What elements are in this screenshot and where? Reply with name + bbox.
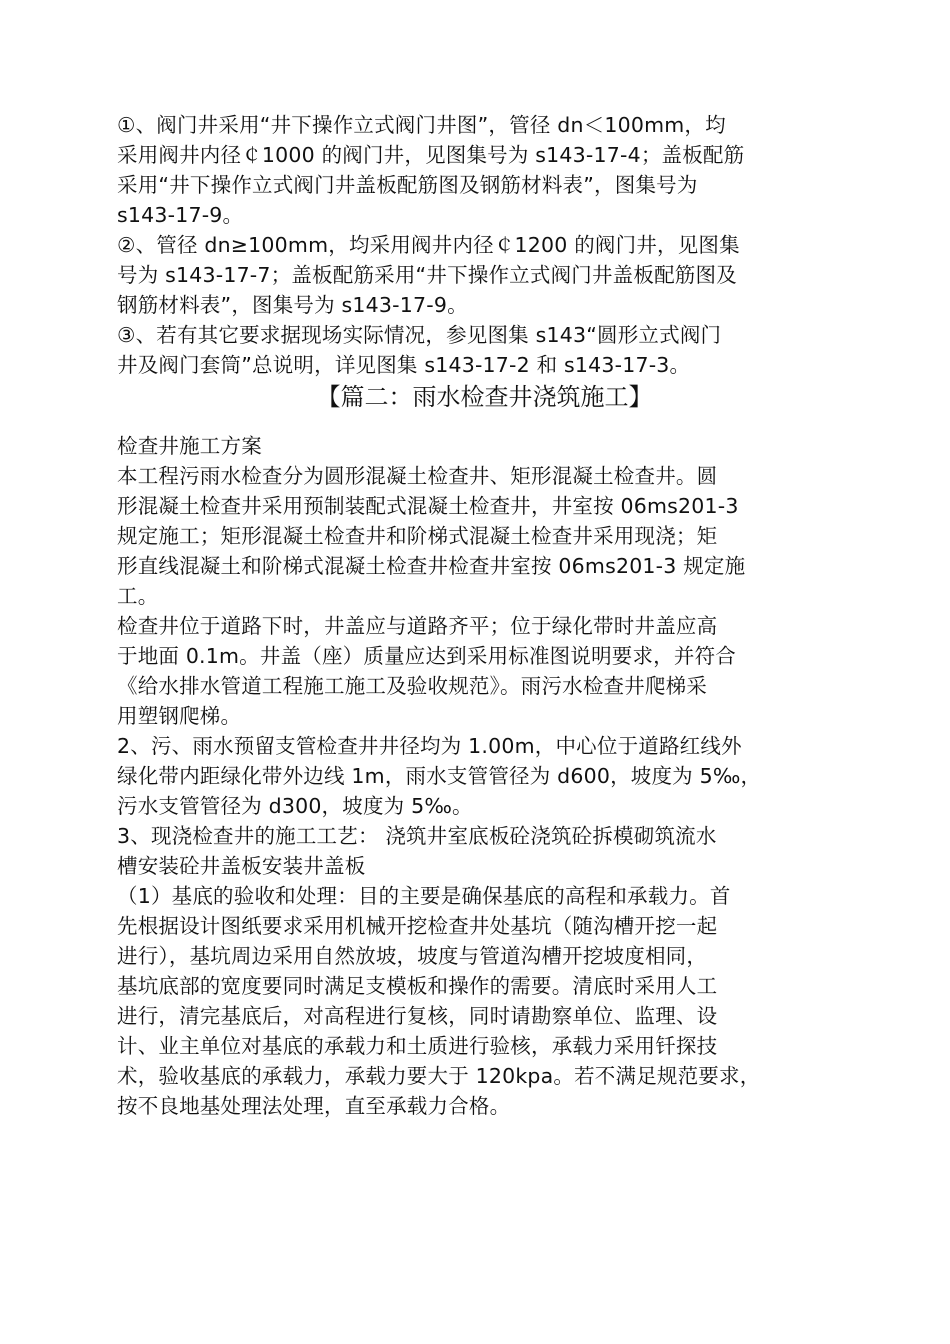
text-line: 按不良地基处理法处理，直至承载力合格。 bbox=[117, 1094, 511, 1118]
text-line: 号为 s143-17-7；盖板配筋采用“井下操作立式阀门井盖板配筋图及 bbox=[117, 263, 737, 287]
text-line: 工。 bbox=[117, 584, 159, 608]
section-title: 【篇二：雨水检查井浇筑施工】 bbox=[316, 383, 653, 411]
text-line: 先根据设计图纸要求采用机械开挖检查井处基坑（随沟槽开挖一起 bbox=[117, 914, 718, 938]
valve-well-section bbox=[117, 110, 852, 380]
text-line: 本工程污雨水检查分为圆形混凝土检查井、矩形混凝土检查井。圆 bbox=[117, 464, 718, 488]
text-line: 术，验收基底的承载力，承载力要大于 120kpa。若不满足规范要求， bbox=[117, 1064, 761, 1088]
text-line: 规定施工；矩形混凝土检查井和阶梯式混凝土检查井采用现浇；矩 bbox=[117, 524, 718, 548]
text-line: 检查井位于道路下时，井盖应与道路齐平；位于绿化带时井盖应高 bbox=[117, 614, 718, 638]
text-line: 钢筋材料表”，图集号为 s143-17-9。 bbox=[117, 293, 468, 317]
text-line: s143-17-9。 bbox=[117, 203, 244, 227]
text-line: 2、污、雨水预留支管检查井井径均为 1.00m，中心位于道路红线外 bbox=[117, 734, 742, 758]
text-line: 形直线混凝土和阶梯式混凝土检查井检查井室按 06ms201-3 规定施 bbox=[117, 554, 746, 578]
text-line: 槽安装砼井盖板安装井盖板 bbox=[117, 854, 366, 878]
text-line: 于地面 0.1m。井盖（座）质量应达到采用标准图说明要求，并符合 bbox=[117, 644, 736, 668]
text-line: 井及阀门套筒”总说明，详见图集 s143-17-2 和 s143-17-3。 bbox=[117, 353, 691, 377]
text-line: ③、若有其它要求据现场实际情况，参见图集 s143“圆形立式阀门 bbox=[117, 323, 722, 347]
text-line: 《给水排水管道工程施工施工及验收规范》。雨污水检查井爬梯采 bbox=[117, 674, 708, 698]
text-line: 绿化带内距绿化带外边线 1m，雨水支管管径为 d600，坡度为 5‰， bbox=[117, 764, 762, 788]
document-body bbox=[117, 110, 852, 1121]
text-line: 进行），基坑周边采用自然放坡，坡度与管道沟槽开挖坡度相同， bbox=[117, 944, 708, 968]
text-line: ①、阀门井采用“井下操作立式阀门井图”，管径 dn＜100mm，均 bbox=[117, 113, 726, 137]
text-line: 采用阀井内径￠1000 的阀门井，见图集号为 s143-17-4；盖板配筋 bbox=[117, 143, 745, 167]
text-line: 3、现浇检查井的施工工艺： 浇筑井室底板砼浇筑砼拆模砌筑流水 bbox=[117, 824, 717, 848]
inspection-well-section bbox=[117, 431, 852, 1121]
text-line: （1）基底的验收和处理：目的主要是确保基底的高程和承载力。首 bbox=[117, 884, 731, 908]
text-line: 检查井施工方案 bbox=[117, 434, 262, 458]
text-line: 进行，清完基底后，对高程进行复核，同时请勘察单位、监理、设 bbox=[117, 1004, 718, 1028]
text-line: 污水支管管径为 d300，坡度为 5‰。 bbox=[117, 794, 473, 818]
text-line: 基坑底部的宽度要同时满足支模板和操作的需要。清底时采用人工 bbox=[117, 974, 718, 998]
text-line: 计、业主单位对基底的承载力和土质进行验核，承载力采用钎探技 bbox=[117, 1034, 718, 1058]
text-line: 用塑钢爬梯。 bbox=[117, 704, 242, 728]
text-line: ②、管径 dn≥100mm，均采用阀井内径￠1200 的阀门井，见图集 bbox=[117, 233, 740, 257]
text-line: 采用“井下操作立式阀门井盖板配筋图及钢筋材料表”，图集号为 bbox=[117, 173, 698, 197]
text-line: 形混凝土检查井采用预制装配式混凝土检查井，井室按 06ms201-3 bbox=[117, 494, 739, 518]
